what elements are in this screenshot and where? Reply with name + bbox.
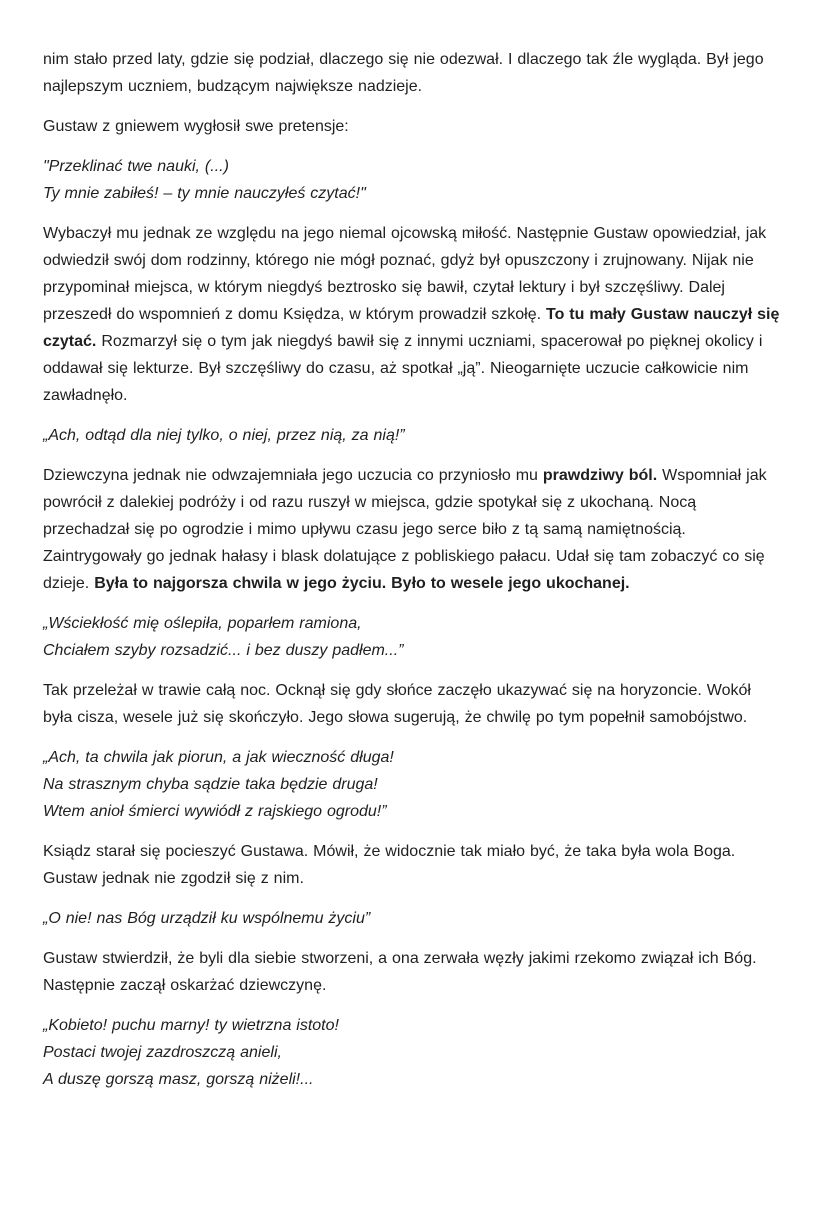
verse-quote: [43, 153, 783, 207]
quote-line: Wtem anioł śmierci wywiódł z rajskiego ogrodu!”: [43, 803, 387, 820]
quote-line: Ty mnie zabiłeś! – ty mnie nauczyłeś czytać!": [43, 185, 366, 202]
text-run: nim stało przed laty, gdzie się podział, dlaczego się nie odezwał. I dlaczego tak źle wygląda. Był jego najlepszym uczniem, budzącym największe nadzieje.: [43, 51, 764, 95]
quote-line: „O nie! nas Bóg urządził ku wspólnemu życiu”: [43, 910, 371, 927]
bold-text-run: prawdziwy ból.: [542, 467, 658, 484]
verse-quote: [43, 1012, 783, 1093]
quote-line: „Kobieto! puchu marny! ty wietrzna istoto!: [43, 1017, 339, 1034]
quote-line: "Przeklinać twe nauki, (...): [43, 158, 229, 175]
quote-line: Na strasznym chyba sądzie taka będzie druga!: [43, 776, 378, 793]
text-run: Gustaw stwierdził, że byli dla siebie stworzeni, a ona zerwała węzły jakimi rzekomo związał ich Bóg. Następnie zaczął oskarżać dziewczynę.: [43, 950, 757, 994]
quote-line: Chciałem szyby rozsadzić... i bez duszy padłem...”: [43, 642, 404, 659]
paragraph: [43, 945, 783, 999]
document-body: [43, 46, 783, 1093]
quote-line: A duszę gorszą masz, gorszą niżeli!...: [43, 1071, 314, 1088]
verse-quote: [43, 905, 783, 932]
bold-text-run: To tu mały Gustaw nauczył się czytać.: [43, 306, 780, 350]
paragraph: [43, 46, 783, 100]
text-run: Tak przeleżał w trawie całą noc. Ocknął się gdy słońce zaczęło ukazywać się na horyzoncie. Wokół była cisza, wesele już się skończyło. Jego słowa sugerują, że chwilę po tym popełnił samobójstwo.: [43, 682, 751, 726]
verse-quote: [43, 744, 783, 825]
paragraph: [43, 677, 783, 731]
verse-quote: [43, 422, 783, 449]
quote-line: „Ach, odtąd dla niej tylko, o niej, przez nią, za nią!”: [43, 427, 405, 444]
text-run: Gustaw z gniewem wygłosił swe pretensje:: [43, 118, 349, 135]
text-run: Rozmarzył się o tym jak niegdyś bawił się z innymi uczniami, spacerował po pięknej okolicy i oddawał się lekturze. Był szczęśliwy do czasu, aż spotkał „ją”. Nieogarnięte uczucie całkowicie nim zawładnęło.: [43, 333, 763, 404]
bold-text-run: Była to najgorsza chwila w jego życiu. Było to wesele jego ukochanej.: [94, 575, 630, 592]
text-run: Wybaczył mu jednak ze względu na jego niemal ojcowską miłość. Następnie Gustaw opowiedział, jak odwiedził swój dom rodzinny, którego nie mógł poznać, gdyż był opuszczony i zrujnowany. Nijak nie przypominał miejsca, w którym niegdyś beztrosko się bawił, czytał lektury i był szczęśliwy. Dalej przeszedł do wspomnień z domu Księdza, w którym prowadził szkołę.: [43, 225, 767, 323]
paragraph: [43, 838, 783, 892]
text-run: Ksiądz starał się pocieszyć Gustawa. Mówił, że widocznie tak miało być, że taka była wola Boga. Gustaw jednak nie zgodził się z nim.: [43, 843, 736, 887]
text-run: Wspomniał jak powrócił z dalekiej podróży i od razu ruszył w miejsca, gdzie spotykał się z ukochaną. Nocą przechadzał się po ogrodzie i mimo upływu czasu jego serce biło z tą samą namiętnością. Zaintrygowały go jednak hałasy i blask dolatujące z pobliskiego pałacu. Udał się tam zobaczyć co się dzieje.: [43, 467, 767, 592]
text-run: Dziewczyna jednak nie odwzajemniała jego uczucia co przyniosło mu: [43, 467, 543, 484]
quote-line: „Wściekłość mię oślepiła, poparłem ramiona,: [43, 615, 362, 632]
verse-quote: [43, 610, 783, 664]
quote-line: „Ach, ta chwila jak piorun, a jak wieczność długa!: [43, 749, 394, 766]
paragraph: [43, 462, 783, 597]
paragraph: [43, 113, 783, 140]
paragraph: [43, 220, 783, 409]
quote-line: Postaci twojej zazdroszczą anieli,: [43, 1044, 282, 1061]
